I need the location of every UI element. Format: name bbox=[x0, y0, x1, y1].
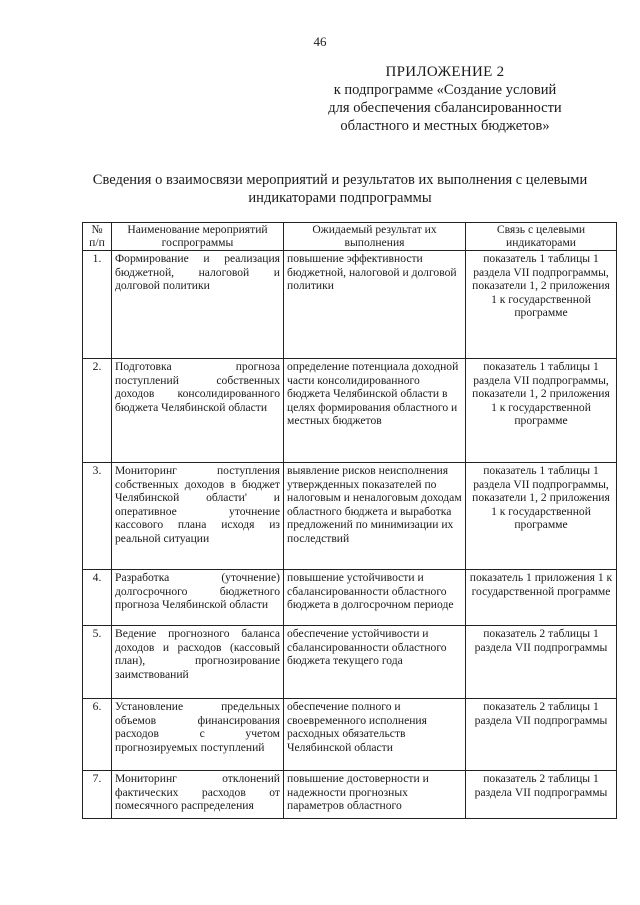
page-number: 46 bbox=[313, 34, 327, 49]
row-link: показатель 1 приложения 1 к государственной программе bbox=[466, 570, 617, 626]
appendix-title: ПРИЛОЖЕНИЕ 2 bbox=[385, 64, 505, 80]
row-num: 1. bbox=[83, 251, 112, 359]
row-result: определение потенциала доходной части консолидированного бюджета Челябинской области в целях формирования областного и местных бюджетов bbox=[284, 359, 466, 463]
header-num: № п/п bbox=[83, 223, 112, 251]
row-result: обеспечение устойчивости и сбалансированности областного бюджета текущего года bbox=[284, 626, 466, 699]
row-name: Ведение прогнозного баланса доходов и расходов (кассовый план), прогнозирование заимствований bbox=[112, 626, 284, 699]
row-result: повышение устойчивости и сбалансированности областного бюджета в долгосрочном периоде bbox=[284, 570, 466, 626]
row-link: показатель 2 таблицы 1 раздела VII подпрограммы bbox=[466, 626, 617, 699]
measures-table bbox=[82, 222, 617, 819]
header-name: Наименование мероприятий госпрограммы bbox=[112, 223, 284, 251]
document-title bbox=[60, 171, 620, 207]
table-row bbox=[83, 463, 617, 570]
header-result: Ожидаемый результат их выполнения bbox=[284, 223, 466, 251]
row-link: показатель 1 таблицы 1 раздела VII подпрограммы, показатели 1, 2 приложения 1 к государственной программе bbox=[466, 463, 617, 570]
row-name: Мониторинг поступления собственных доходов в бюджет Челябинской области' и оперативное уточнение кассового плана исходя из реальной ситуации bbox=[112, 463, 284, 570]
document-title-line-2: индикаторами подпрограммы bbox=[248, 190, 432, 206]
row-result: обеспечение полного и своевременного исполнения расходных обязательств Челябинской области bbox=[284, 699, 466, 771]
table-row bbox=[83, 771, 617, 819]
appendix-line-3: областного и местных бюджетов» bbox=[340, 118, 550, 134]
row-name: Мониторинг отклонений фактических расходов от помесячного распределения bbox=[112, 771, 284, 819]
table-header-row bbox=[83, 223, 617, 251]
row-name: Подготовка прогноза поступлений собственных доходов консолидированного бюджета Челябинской области bbox=[112, 359, 284, 463]
row-link: показатель 1 таблицы 1 раздела VII подпрограммы, показатели 1, 2 приложения 1 к государственной программе bbox=[466, 359, 617, 463]
table-row bbox=[83, 251, 617, 359]
row-link: показатель 2 таблицы 1 раздела VII подпрограммы bbox=[466, 771, 617, 819]
row-link: показатель 2 таблицы 1 раздела VII подпрограммы bbox=[466, 699, 617, 771]
row-num: 5. bbox=[83, 626, 112, 699]
document-title-line-1: Сведения о взаимосвязи мероприятий и результатов их выполнения с целевыми bbox=[92, 172, 588, 188]
table-row bbox=[83, 570, 617, 626]
row-num: 7. bbox=[83, 771, 112, 819]
row-result: выявление рисков неисполнения утвержденных показателей по налоговым и неналоговым доходам областного бюджета и выработка предложений по минимизации их последствий bbox=[284, 463, 466, 570]
row-num: 6. bbox=[83, 699, 112, 771]
appendix-line-1: к подпрограмме «Создание условий bbox=[333, 82, 557, 98]
row-num: 2. bbox=[83, 359, 112, 463]
header-link: Связь с целевыми индикаторами bbox=[466, 223, 617, 251]
table-row bbox=[83, 359, 617, 463]
table-row bbox=[83, 626, 617, 699]
row-num: 4. bbox=[83, 570, 112, 626]
row-result: повышение достоверности и надежности прогнозных параметров областного bbox=[284, 771, 466, 819]
table-row bbox=[83, 699, 617, 771]
row-link: показатель 1 таблицы 1 раздела VII подпрограммы, показатели 1, 2 приложения 1 к государственной программе bbox=[466, 251, 617, 359]
appendix-line-2: для обеспечения сбалансированности bbox=[328, 100, 562, 116]
appendix-header bbox=[300, 63, 590, 135]
row-name: Разработка (уточнение) долгосрочного бюджетного прогноза Челябинской области bbox=[112, 570, 284, 626]
row-name: Формирование и реализация бюджетной, налоговой и долговой политики bbox=[112, 251, 284, 359]
row-num: 3. bbox=[83, 463, 112, 570]
row-result: повышение эффективности бюджетной, налоговой и долговой политики bbox=[284, 251, 466, 359]
row-name: Установление предельных объемов финансирования расходов с учетом прогнозируемых поступлений bbox=[112, 699, 284, 771]
